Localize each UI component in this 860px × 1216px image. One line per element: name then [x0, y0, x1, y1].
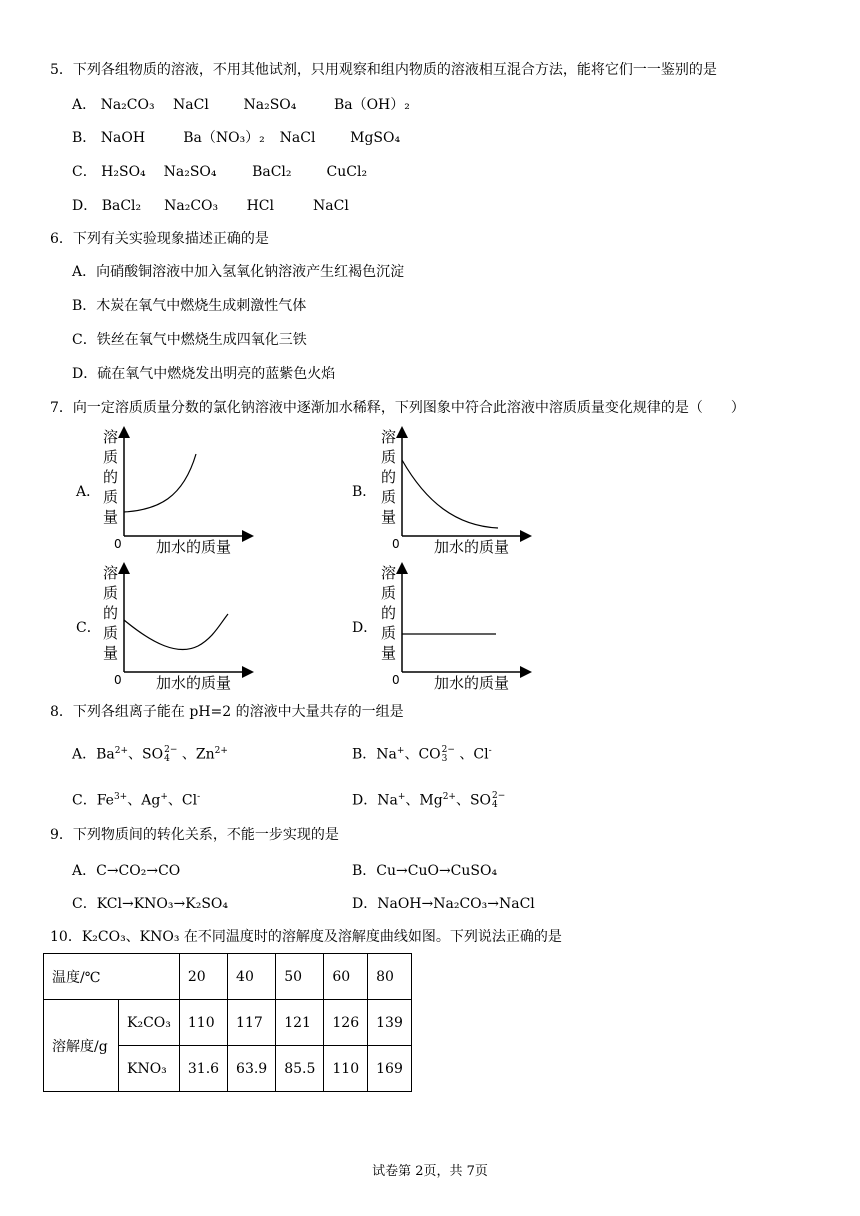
table-header-temp: 温度/℃: [44, 954, 180, 1000]
q8-stem: 8．下列各组离子能在 pH=2 的溶液中大量共存的一组是: [50, 704, 404, 720]
table-cell: 40: [228, 954, 276, 1000]
q5-option-d[interactable]: [72, 196, 349, 216]
q8-option-b[interactable]: B．Na+、CO 2− 3 、Cl-: [352, 744, 492, 764]
option-letter: C．: [72, 164, 97, 180]
table-cell: 20: [179, 954, 227, 1000]
q5-option-b[interactable]: [72, 128, 400, 148]
y-label-char: 质: [381, 624, 397, 642]
y-label-char: 溶: [381, 564, 397, 582]
option-item: Na₂SO₄: [243, 97, 297, 113]
table-cell: 110: [324, 1046, 368, 1092]
y-label-char: 溶: [103, 564, 119, 582]
option-item: H₂SO₄: [101, 164, 146, 180]
option-letter: D．: [72, 198, 98, 214]
q7-stem: 7．向一定溶质质量分数的氯化钠溶液中逐渐加水稀释，下列图象中符合此溶液中溶质质量变化规律的是（ ）: [50, 400, 745, 416]
x-axis-label: 加水的质量: [434, 538, 510, 556]
option-item: Ba（NO₃）₂: [183, 130, 265, 146]
table-cell: 60: [324, 954, 368, 1000]
table-row-label: K₂CO₃: [119, 1000, 180, 1046]
option-item: BaCl₂: [101, 198, 142, 214]
q7-option-c-label[interactable]: C．: [76, 620, 101, 636]
x-axis-label: 加水的质量: [156, 674, 232, 692]
y-label-char: 量: [381, 508, 397, 526]
q8-option-c[interactable]: C．$Fe^{3+}$、Ag+、Cl-: [72, 792, 201, 809]
table-cell: 80: [368, 954, 412, 1000]
curve-u-shape: [124, 614, 228, 650]
y-label-char: 的: [381, 604, 397, 622]
table-cell: 85.5: [276, 1046, 324, 1092]
option-item: Na₂CO₃: [100, 97, 155, 113]
y-label-char: 溶: [103, 428, 119, 446]
origin-label: 0: [392, 537, 400, 551]
origin-label: 0: [392, 673, 400, 687]
option-letter: B．: [352, 746, 377, 763]
option-letter: D．: [352, 792, 378, 809]
q6-option-c[interactable]: C．铁丝在氧气中燃烧生成四氧化三铁: [72, 332, 307, 348]
table-cell: 110: [179, 1000, 227, 1046]
q6-option-d[interactable]: D．硫在氧气中燃烧发出明亮的蓝紫色火焰: [72, 366, 336, 382]
q7-graph-b: [376, 424, 536, 558]
y-label-char: 质: [381, 448, 397, 466]
curve-decreasing: [402, 460, 498, 528]
option-item: BaCl₂: [252, 164, 292, 180]
table-row: [44, 954, 412, 1000]
y-label-char: 质: [103, 448, 119, 466]
page-footer: 试卷第 2页，共 7页: [372, 1164, 488, 1179]
q5-option-c[interactable]: [72, 162, 367, 182]
y-label-char: 的: [103, 604, 119, 622]
origin-label: 0: [114, 537, 122, 551]
option-item: NaCl: [173, 97, 209, 113]
y-label-char: 量: [103, 508, 119, 526]
origin-label: 0: [114, 673, 122, 687]
q6-stem: 6．下列有关实验现象描述正确的是: [50, 231, 269, 247]
option-item: NaCl: [313, 198, 349, 214]
option-item: MgSO₄: [350, 130, 401, 146]
table-cell: 63.9: [228, 1046, 276, 1092]
table-cell: 169: [368, 1046, 412, 1092]
table-cell: 50: [276, 954, 324, 1000]
option-item: NaOH: [100, 130, 146, 146]
y-label-char: 量: [381, 644, 397, 662]
table-cell: 117: [228, 1000, 276, 1046]
q9-option-b[interactable]: B．Cu→CuO→CuSO₄: [352, 863, 498, 879]
q6-option-b[interactable]: B．木炭在氧气中燃烧生成刺激性气体: [72, 298, 307, 314]
q7-graph-d: [376, 560, 536, 694]
q8-option-d[interactable]: D．Na+、$Mg^{2+}$、SO 2− 4: [352, 790, 506, 810]
table-row-label: KNO₃: [119, 1046, 180, 1092]
table-header-solubility: 溶解度/g: [44, 1000, 119, 1092]
option-item: CuCl₂: [326, 164, 368, 180]
option-letter: C．: [72, 792, 97, 809]
y-label-char: 质: [103, 488, 119, 506]
y-label-char: 质: [381, 488, 397, 506]
table-cell: 139: [368, 1000, 412, 1046]
q7-option-a-label[interactable]: A．: [76, 484, 101, 500]
q9-option-a[interactable]: A．C→CO₂→CO: [72, 863, 181, 879]
q7-option-d-label[interactable]: D．: [352, 620, 378, 636]
y-label-char: 质: [103, 624, 119, 642]
table-row: [44, 1000, 412, 1046]
q5-option-a[interactable]: [72, 95, 410, 115]
table-cell: 126: [324, 1000, 368, 1046]
q5-stem: 5．下列各组物质的溶液，不用其他试剂，只用观察和组内物质的溶液相互混合方法，能将它们一一鉴别的是: [50, 62, 717, 78]
option-item: Ba（OH）₂: [333, 97, 410, 113]
option-item: Na₂SO₄: [163, 164, 217, 180]
q9-option-c[interactable]: C．KCl→KNO₃→K₂SO₄: [72, 896, 228, 912]
y-label-char: 量: [103, 644, 119, 662]
y-label-char: 质: [381, 584, 397, 602]
table-cell: 121: [276, 1000, 324, 1046]
solubility-table: [43, 953, 412, 1092]
option-item: Na₂CO₃: [164, 198, 219, 214]
q6-option-a[interactable]: A．向硝酸铜溶液中加入氢氧化钠溶液产生红褐色沉淀: [72, 264, 405, 280]
q7-graph-c: [98, 560, 258, 694]
y-label-char: 的: [103, 468, 119, 486]
q10-stem: 10．K₂CO₃、KNO₃ 在不同温度时的溶解度及溶解度曲线如图。下列说法正确的是: [50, 929, 562, 945]
option-letter: B．: [72, 130, 97, 146]
y-label-char: 质: [103, 584, 119, 602]
q7-graph-a: [98, 424, 258, 558]
y-label-char: 溶: [381, 428, 397, 446]
q9-option-d[interactable]: D．NaOH→Na₂CO₃→NaCl: [352, 896, 535, 912]
y-label-char: 的: [381, 468, 397, 486]
curve-increasing: [124, 454, 196, 512]
q9-stem: 9．下列物质间的转化关系，不能一步实现的是: [50, 827, 339, 843]
option-item: HCl: [246, 198, 274, 214]
table-cell: 31.6: [179, 1046, 227, 1092]
q8-option-a[interactable]: A．$Ba^{2+}$、SO 2− 4 、$Zn^{2+}$: [72, 744, 228, 764]
option-letter: A．: [72, 97, 97, 113]
q7-option-b-label[interactable]: B．: [352, 484, 377, 500]
option-letter: A．: [72, 746, 97, 763]
x-axis-label: 加水的质量: [156, 538, 232, 556]
option-item: NaCl: [279, 130, 316, 146]
x-axis-label: 加水的质量: [434, 674, 510, 692]
